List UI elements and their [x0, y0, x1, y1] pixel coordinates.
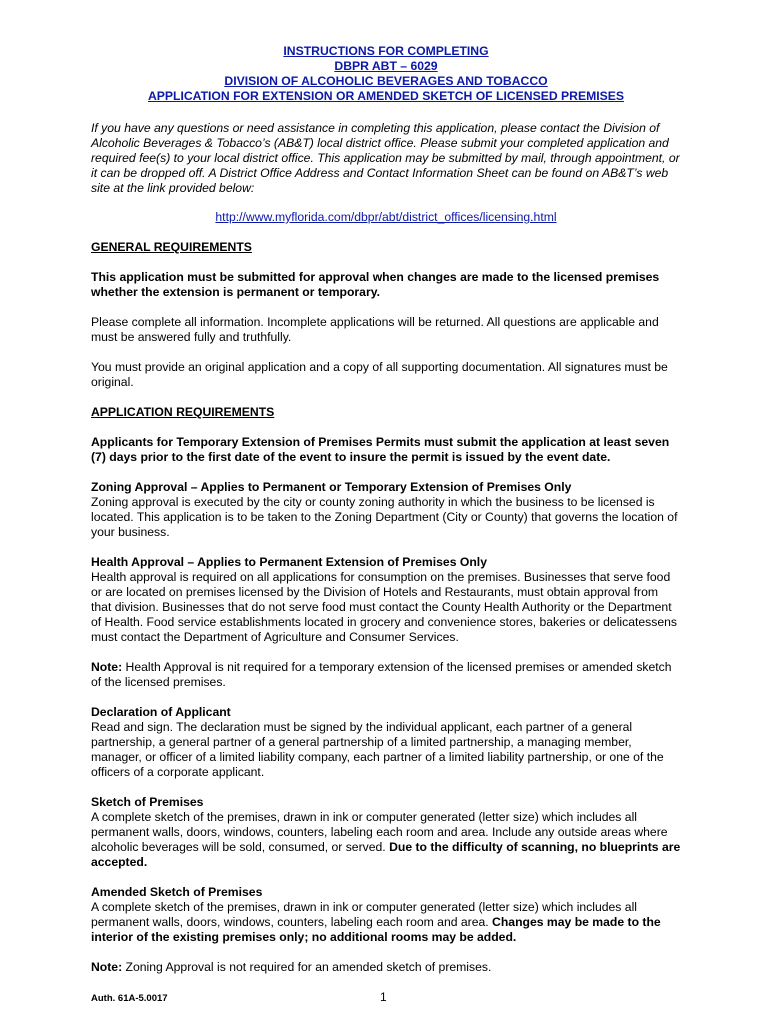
health-note [91, 660, 681, 690]
sketch-text: A complete sketch of the premises, drawn in ink or computer generated (letter size) which includes all permanent walls, doors, windows, counters, labeling each room and area. Include any outside areas where alcoholic beverages will be sold, consumed, or served. [91, 810, 668, 854]
sketch-heading: Sketch of Premises [91, 795, 204, 809]
sketch-text-block [91, 810, 681, 870]
footer-authority: Auth. 61A-5.0017 [91, 993, 168, 1004]
title-line-2: DBPR ABT – 6029 [334, 59, 438, 73]
health-section [91, 555, 681, 645]
intro-paragraph: If you have any questions or need assistance in completing this application, please contact the Division of Alcoholic Beverages & Tobacco’s (AB&T) local district office. Please submit your completed application and required fee(s) to your local district office. This application may be submitted by mail, through appointment, or it can be dropped off. A District Office Address and Contact Information Sheet can be found on AB&T’s web site at the link provided below: [91, 121, 680, 195]
note-text: Health Approval is nit required for a temporary extension of the licensed premises or amended sketch of the licensed premises. [91, 660, 672, 689]
amended-sketch-section [91, 885, 681, 945]
amended-text-block [91, 900, 681, 945]
note-text: Zoning Approval is not required for an amended sketch of premises. [122, 960, 492, 974]
general-paragraph-2: You must provide an original application and a copy of all supporting documentation. All signatures must be original. [91, 360, 668, 389]
zoning-section [91, 480, 681, 540]
district-offices-link[interactable]: http://www.myflorida.com/dbpr/abt/district_offices/licensing.html [215, 210, 557, 224]
declaration-heading: Declaration of Applicant [91, 705, 231, 719]
page-number: 1 [380, 990, 387, 1004]
amended-sketch-heading: Amended Sketch of Premises [91, 885, 263, 899]
application-bold-paragraph: Applicants for Temporary Extension of Premises Permits must submit the application at least seven (7) days prior to the first date of the event to insure the permit is issued by the event date. [91, 435, 670, 464]
health-heading: Health Approval – Applies to Permanent Extension of Premises Only [91, 555, 487, 569]
general-bold-paragraph: This application must be submitted for approval when changes are made to the licensed premises whether the extension is permanent or temporary. [91, 270, 660, 299]
document-title [91, 44, 681, 104]
declaration-text: Read and sign. The declaration must be signed by the individual applicant, each partner of a general partnership, a general partner of a general partnership of a limited partnership, a managing member, manager, or officer of a limited liability company, each partner of a limited liability partnership, or one of the officers of a corporate applicant. [91, 720, 664, 779]
sketch-section [91, 795, 681, 870]
document-page [91, 44, 681, 975]
health-text: Health approval is required on all applications for consumption on the premises. Businesses that serve food or are located on premises licensed by the Division of Hotels and Restaurants, must obtain approval from that division. Businesses that do not serve food must contact the County Health Authority or the Department of Health. Food service establishments located in grocery and convenience stores, bakeries or delicatessens must contact the Department of Agriculture and Consumer Services. [91, 570, 677, 644]
title-line-1: INSTRUCTIONS FOR COMPLETING [283, 44, 489, 58]
zoning-note [91, 960, 681, 975]
note-label: Note: [91, 960, 123, 974]
title-line-3: DIVISION OF ALCOHOLIC BEVERAGES AND TOBACCO [224, 74, 548, 88]
zoning-text: Zoning approval is executed by the city or county zoning authority in which the business to be licensed is located. This application is to be taken to the Zoning Department (City or County) that governs the location of your business. [91, 495, 678, 539]
amended-bold-text: Changes may be made to the interior of the existing premises only; no additional rooms may be added. [91, 915, 661, 944]
note-label: Note: [91, 660, 123, 674]
declaration-section [91, 705, 681, 780]
general-requirements-heading: GENERAL REQUIREMENTS [91, 240, 252, 254]
title-line-4: APPLICATION FOR EXTENSION OR AMENDED SKETCH OF LICENSED PREMISES [147, 89, 625, 103]
general-paragraph-1: Please complete all information. Incomplete applications will be returned. All questions are applicable and must be answered fully and truthfully. [91, 315, 659, 344]
sketch-bold-text: Due to the difficulty of scanning, no blueprints are accepted. [91, 840, 681, 869]
application-requirements-heading: APPLICATION REQUIREMENTS [91, 405, 275, 419]
zoning-heading: Zoning Approval – Applies to Permanent or Temporary Extension of Premises Only [91, 480, 572, 494]
amended-text: A complete sketch of the premises, drawn in ink or computer generated (letter size) which includes all permanent walls, doors, windows, counters, labeling each room and area. [91, 900, 637, 929]
